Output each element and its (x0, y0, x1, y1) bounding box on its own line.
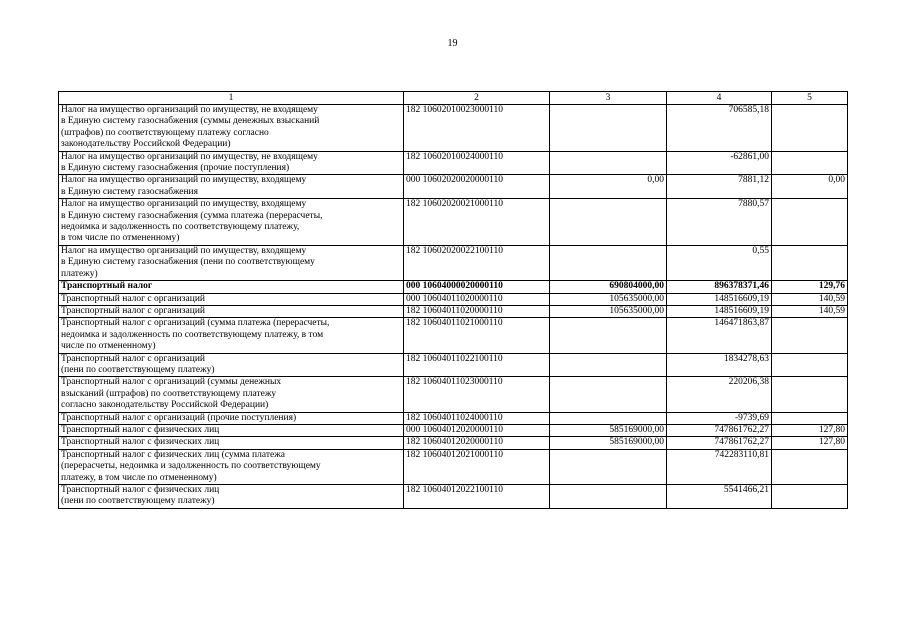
row-name-line: Транспортный налог с физических лиц (сумма платежа (61, 449, 285, 460)
row-plan-cell: 0,00 (550, 175, 667, 199)
row-fact-cell: 5541466,21 (667, 485, 772, 509)
row-name-line: Налог на имущество организаций по имуществу, не входящему (61, 151, 318, 162)
row-name-cell (59, 175, 404, 199)
row-percent-cell (772, 353, 848, 377)
row-percent-cell (772, 412, 848, 424)
row-name-cell (59, 245, 404, 280)
header-col-5: 5 (772, 92, 848, 105)
table-row (59, 305, 848, 317)
row-name-line: (пени по соответствующему платежу) (61, 364, 215, 375)
row-percent-cell (772, 318, 848, 353)
row-plan-cell (550, 318, 667, 353)
row-name-line: Налог на имущество организаций по имуществу, входящему (61, 175, 307, 186)
row-name-line: платежу, в том числе по отмененному) (61, 472, 217, 483)
table-row (59, 485, 848, 509)
row-name-line: Транспортный налог с физических лиц (61, 485, 220, 495)
row-code-cell: 000 10602020020000110 (404, 175, 550, 199)
row-plan-cell (550, 485, 667, 509)
row-percent-cell (772, 105, 848, 152)
row-name-cell (59, 199, 404, 246)
row-name-line: (перерасчеты, недоимка и задолженность по соответствующему (61, 461, 321, 472)
row-fact-cell: -62861,00 (667, 151, 772, 175)
row-name-line: Транспортный налог с организаций (61, 353, 205, 364)
row-name-line: в Единую систему газоснабжения (сумма платежа (перерасчеты, (61, 210, 323, 221)
row-plan-cell (550, 199, 667, 246)
row-name-line: Транспортный налог с организаций (61, 305, 205, 316)
row-name-cell (59, 485, 404, 509)
row-code-cell: 182 10604011020000110 (404, 305, 550, 317)
row-code-cell: 182 10604012020000110 (404, 437, 550, 449)
row-name-line: согласно законодательству Российской Федерации) (61, 400, 269, 411)
row-name-line: (штрафов) по соответствующему платежу согласно (61, 127, 269, 138)
row-name-line: в Единую систему газоснабжения (пени по соответствующему (61, 257, 315, 268)
row-percent-cell (772, 485, 848, 509)
table-row (59, 353, 848, 377)
table-row (59, 449, 848, 484)
row-name-line: недоимка и задолженность по соответствующему платежу, (61, 222, 300, 233)
row-name-cell (59, 305, 404, 317)
table-row (59, 424, 848, 436)
row-percent-cell: 140,59 (772, 293, 848, 305)
table-body (59, 105, 848, 509)
row-plan-cell: 105635000,00 (550, 293, 667, 305)
row-name-line: в Единую систему газоснабжения (суммы денежных взысканий (61, 116, 320, 127)
row-percent-cell (772, 245, 848, 280)
row-name-line: Налог на имущество организаций по имуществу, не входящему (61, 105, 318, 115)
header-col-3: 3 (550, 92, 667, 105)
header-col-4: 4 (667, 92, 772, 105)
table-row (59, 293, 848, 305)
row-name-line: в том числе по отмененному) (61, 233, 180, 244)
revenue-table (58, 91, 848, 509)
row-code-cell: 182 10604011023000110 (404, 377, 550, 412)
row-percent-cell (772, 449, 848, 484)
row-fact-cell: 742283110,81 (667, 449, 772, 484)
row-name-line: числе по отмененному) (61, 341, 156, 352)
row-plan-cell (550, 353, 667, 377)
row-name-line: Транспортный налог с организаций (61, 293, 205, 304)
table-header-row (59, 92, 848, 105)
page-number: 19 (447, 38, 458, 49)
row-name-cell (59, 318, 404, 353)
row-name-cell (59, 151, 404, 175)
table-row (59, 245, 848, 280)
table-row (59, 281, 848, 293)
row-code-cell: 000 10604000020000110 (404, 281, 550, 293)
row-code-cell: 182 10604012022100110 (404, 485, 550, 509)
row-fact-cell: 7881,12 (667, 175, 772, 199)
row-name-cell (59, 449, 404, 484)
table-row (59, 318, 848, 353)
row-name-line: Транспортный налог с организаций (суммы денежных (61, 377, 282, 388)
row-name-cell (59, 293, 404, 305)
row-code-cell: 182 10604011024000110 (404, 412, 550, 424)
row-name-line: Налог на имущество организаций по имуществу, входящему (61, 199, 307, 210)
row-name-cell (59, 412, 404, 424)
row-plan-cell (550, 449, 667, 484)
row-name-cell (59, 105, 404, 152)
table-row (59, 151, 848, 175)
row-name-cell (59, 353, 404, 377)
row-fact-cell: 1834278,63 (667, 353, 772, 377)
row-name-line: Налог на имущество организаций по имуществу, входящему (61, 245, 307, 256)
row-percent-cell: 127,80 (772, 437, 848, 449)
row-name-line: (пени по соответствующему платежу) (61, 496, 215, 507)
row-plan-cell (550, 377, 667, 412)
row-fact-cell: -9739,69 (667, 412, 772, 424)
row-code-cell: 000 10604012020000110 (404, 424, 550, 436)
row-code-cell: 182 10604011022100110 (404, 353, 550, 377)
row-name-line: Транспортный налог с физических лиц (61, 437, 220, 448)
row-plan-cell: 105635000,00 (550, 305, 667, 317)
row-name-line: взысканий (штрафов) по соответствующему платежу (61, 388, 277, 399)
row-fact-cell: 146471863,87 (667, 318, 772, 353)
row-fact-cell: 220206,38 (667, 377, 772, 412)
row-plan-cell: 585169000,00 (550, 424, 667, 436)
row-fact-cell: 0,55 (667, 245, 772, 280)
row-code-cell: 182 10604012021000110 (404, 449, 550, 484)
row-name-line: недоимка и задолженность по соответствующему платежу, в том (61, 329, 324, 340)
row-code-cell: 182 10604011021000110 (404, 318, 550, 353)
row-code-cell: 182 10602020022100110 (404, 245, 550, 280)
row-fact-cell: 7880,57 (667, 199, 772, 246)
row-name-line: в Единую систему газоснабжения (прочие поступления) (61, 163, 290, 174)
row-name-line: в Единую систему газоснабжения (61, 186, 199, 197)
row-fact-cell: 747861762,27 (667, 437, 772, 449)
row-percent-cell: 127,80 (772, 424, 848, 436)
row-code-cell: 182 10602010023000110 (404, 105, 550, 152)
row-plan-cell (550, 151, 667, 175)
row-plan-cell: 585169000,00 (550, 437, 667, 449)
table-row (59, 105, 848, 152)
row-name-line: Транспортный налог с физических лиц (61, 424, 220, 435)
row-plan-cell (550, 412, 667, 424)
row-fact-cell: 148516609,19 (667, 305, 772, 317)
row-fact-cell: 896378371,46 (667, 281, 772, 293)
table-row (59, 175, 848, 199)
row-percent-cell (772, 199, 848, 246)
row-percent-cell: 129,76 (772, 281, 848, 293)
row-fact-cell: 148516609,19 (667, 293, 772, 305)
header-col-1: 1 (59, 92, 404, 105)
row-code-cell: 182 10602010024000110 (404, 151, 550, 175)
row-fact-cell: 706585,18 (667, 105, 772, 152)
row-name-line: законодательству Российской Федерации) (61, 139, 231, 150)
row-percent-cell: 140,59 (772, 305, 848, 317)
header-col-2: 2 (404, 92, 550, 105)
row-percent-cell (772, 151, 848, 175)
table-row (59, 377, 848, 412)
row-code-cell: 182 10602020021000110 (404, 199, 550, 246)
row-name-cell (59, 377, 404, 412)
row-name-line: Транспортный налог с организаций (сумма платежа (перерасчеты, (61, 318, 330, 329)
row-plan-cell (550, 105, 667, 152)
row-fact-cell: 747861762,27 (667, 424, 772, 436)
row-name-line: платежу) (61, 268, 98, 279)
row-percent-cell (772, 377, 848, 412)
row-plan-cell (550, 245, 667, 280)
row-code-cell: 000 10604011020000110 (404, 293, 550, 305)
table-row (59, 437, 848, 449)
row-name-line: Транспортный налог с организаций (прочие поступления) (61, 412, 297, 423)
row-plan-cell: 690804000,00 (550, 281, 667, 293)
row-percent-cell: 0,00 (772, 175, 848, 199)
table-row (59, 199, 848, 246)
row-name-cell (59, 281, 404, 293)
row-name-cell (59, 424, 404, 436)
table-row (59, 412, 848, 424)
row-name-line: Транспортный налог (61, 281, 153, 292)
row-name-cell (59, 437, 404, 449)
